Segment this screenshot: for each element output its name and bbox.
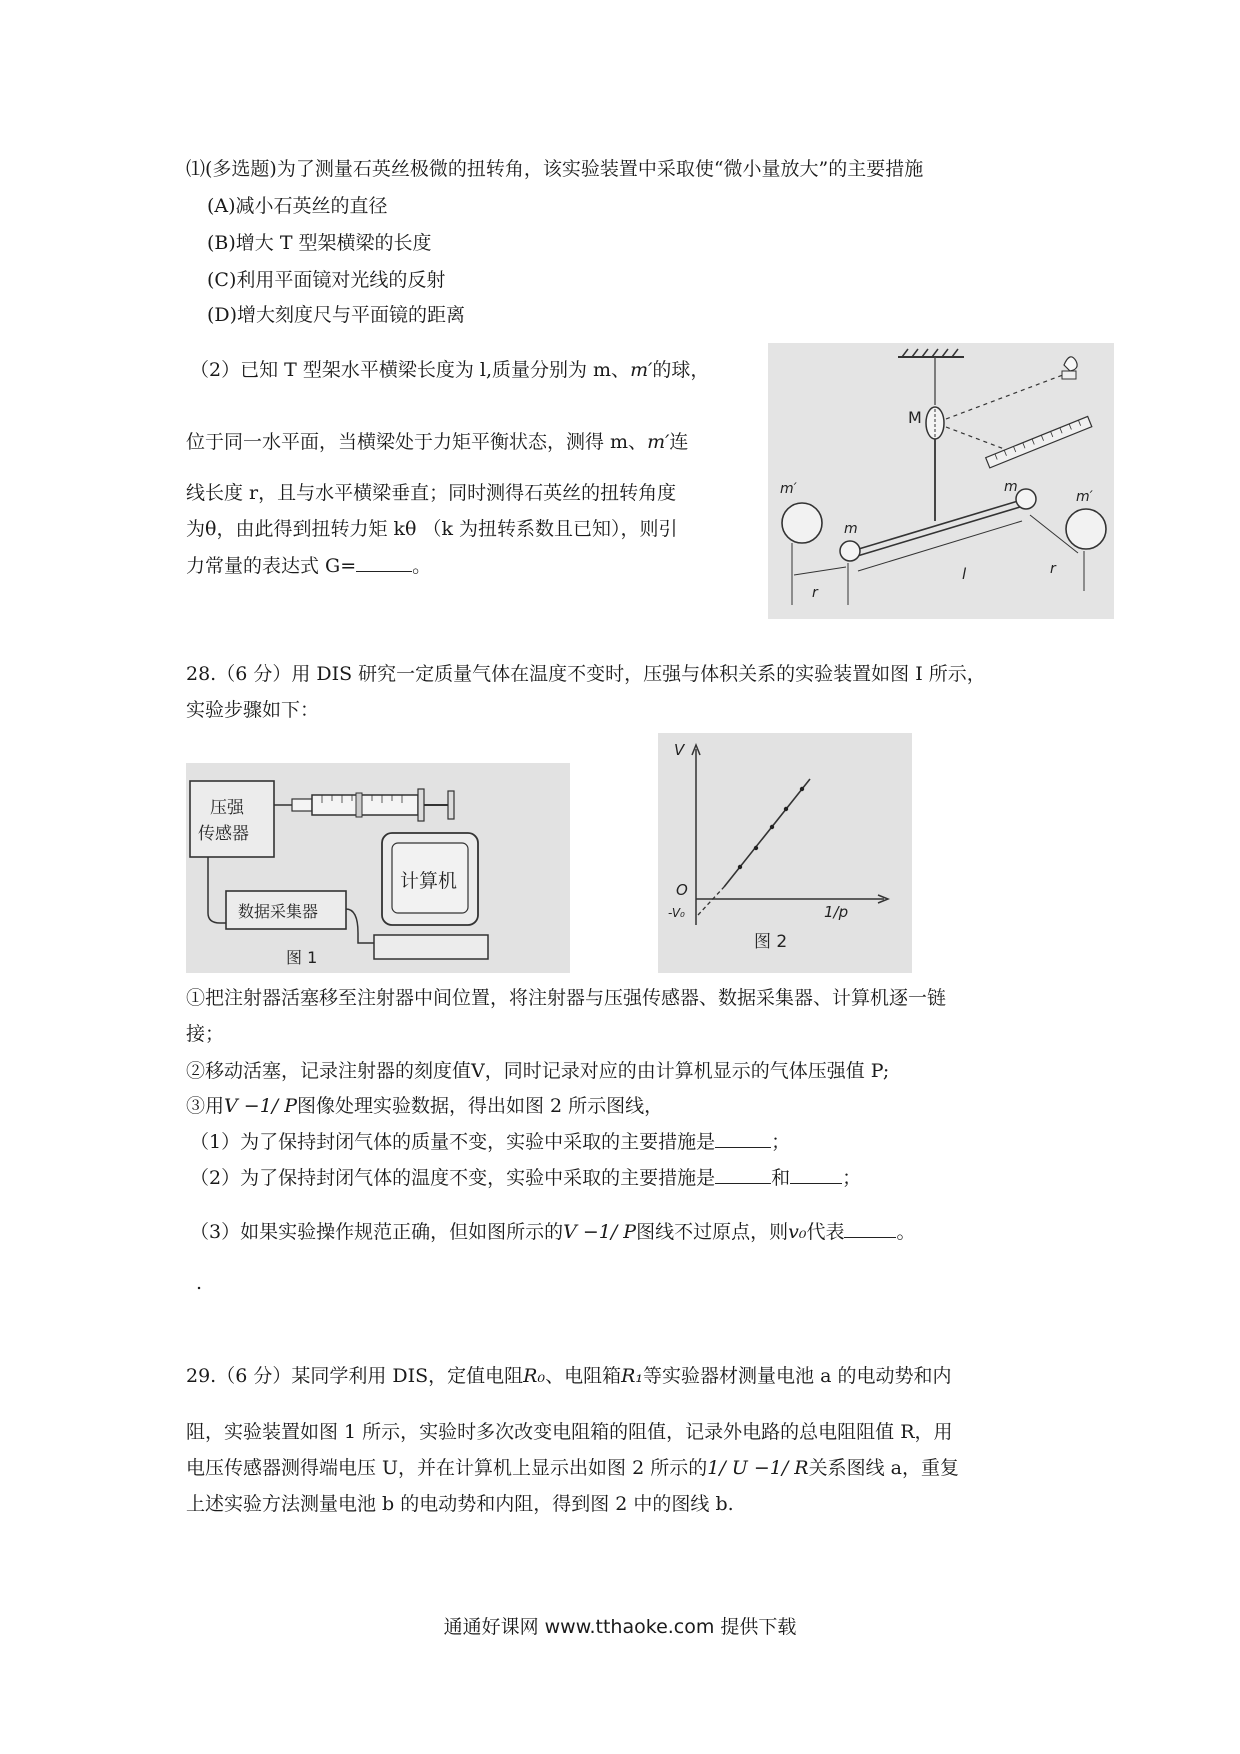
q29-line3-end: 关系图线 a，重复	[808, 1457, 959, 1479]
q27-part2-line2-text: 位于同一水平面，当横梁处于力矩平衡状态，测得 m、	[186, 431, 648, 453]
stray-dot: .	[196, 1272, 203, 1294]
y-axis-label: V	[674, 741, 685, 759]
fig1-caption: 图 1	[286, 948, 318, 967]
q27-part2-line5-text: 力常量的表达式 G=	[186, 555, 357, 577]
answer-blank	[790, 1165, 842, 1184]
q28-stem-line2: 实验步骤如下：	[186, 699, 320, 721]
distance-label-r: r	[812, 585, 818, 601]
q27-part2-line2	[186, 429, 688, 455]
q29-line3-text: 电压传感器测得端电压 U，并在计算机上显示出如图 2 所示的	[186, 1457, 708, 1479]
q27-part2-line5-end: 。	[412, 555, 432, 577]
footer-credit: 通通好课网 www.tthaoke.com 提供下载	[443, 1616, 797, 1638]
fig2-caption: 图 2	[754, 932, 788, 952]
q27-option-c: (C)利用平面镜对光线的反射	[207, 269, 446, 291]
q28-sub3	[190, 1219, 916, 1245]
q27-option-d: (D)增大刻度尺与平面镜的距离	[207, 304, 466, 326]
q29-line1-text: 29.（6 分）某同学利用 DIS，定值电阻	[186, 1365, 524, 1387]
collector-label: 数据采集器	[238, 902, 319, 921]
r0-symbol: R₀	[523, 1365, 546, 1387]
q28-sub2	[190, 1165, 861, 1191]
v-p-expression: V −1/ P	[563, 1221, 637, 1243]
q28-step3-text-end: 图像处理实验数据，得出如图 2 所示图线，	[297, 1095, 664, 1117]
q28-step1-line1: ①把注射器活塞移至注射器中间位置，将注射器与压强传感器、数据采集器、计算机逐一链	[186, 987, 947, 1009]
v-p-expression: V −1/ P	[224, 1095, 298, 1117]
m-prime-symbol: m′	[647, 431, 670, 453]
large-mass-label: m′	[780, 481, 797, 497]
answer-blank	[715, 1129, 771, 1148]
answer-blank	[356, 553, 412, 572]
sensor-label-2: 传感器	[198, 824, 249, 844]
q29-line3	[186, 1455, 959, 1481]
q28-sub3-end: 。	[896, 1221, 916, 1243]
v0-symbol: v₀	[788, 1221, 807, 1243]
q28-sub1	[190, 1129, 790, 1155]
q27-option-a: (A)减小石英丝的直径	[207, 195, 388, 217]
q29-line1-text-3: 等实验器材测量电池 a 的电动势和内	[643, 1365, 952, 1387]
x-axis-label: 1/p	[824, 903, 849, 921]
q29-line2: 阻，实验装置如图 1 所示，实验时多次改变电阻箱的阻值，记录外电路的总电阻阻值 R，用	[186, 1421, 953, 1443]
m-prime-symbol: m′	[630, 359, 653, 381]
q27-part2-line5	[186, 553, 431, 579]
q28-sub3-text: （3）如果实验操作规范正确，但如图所示的	[190, 1221, 564, 1243]
q28-sub2-text: （2）为了保持封闭气体的温度不变，实验中采取的主要措施是	[190, 1167, 716, 1189]
q27-part1-stem: ⑴(多选题)为了测量石英丝极微的扭转角，该实验装置中采取使“微小量放大”的主要措施	[186, 158, 924, 180]
answer-blank	[715, 1165, 771, 1184]
u-r-expression: 1/ U −1/ R	[707, 1457, 809, 1479]
q27-part2-line2-end: 连	[669, 431, 689, 453]
q29-line1	[186, 1363, 951, 1389]
q27-part2-line1	[190, 357, 709, 383]
torsion-balance-figure	[768, 343, 1114, 619]
large-mass-label: m′	[1076, 489, 1093, 505]
length-label-l: l	[962, 565, 967, 583]
answer-blank	[844, 1219, 896, 1238]
q28-step3-text: ③用	[186, 1095, 225, 1117]
q28-step3	[186, 1093, 663, 1119]
q28-sub1-text: （1）为了保持封闭气体的质量不变，实验中采取的主要措施是	[190, 1131, 716, 1153]
sensor-label-1: 压强	[210, 798, 244, 818]
q27-part2-line4: 为θ，由此得到扭转力矩 kθ （k 为扭转系数且已知），则引	[186, 518, 678, 540]
r1-symbol: R₁	[621, 1365, 644, 1387]
q27-part2-line1-text: （2）已知 T 型架水平横梁长度为 l,质量分别为 m、	[190, 359, 631, 381]
mirror-label-M: M	[908, 408, 922, 427]
q28-step2: ②移动活塞，记录注射器的刻度值V，同时记录对应的由计算机显示的气体压强值 P;	[186, 1060, 890, 1082]
q29-line4: 上述实验方法测量电池 b 的电动势和内阻，得到图 2 中的图线 b.	[186, 1493, 734, 1515]
q28-step1-line2: 接；	[186, 1023, 225, 1045]
small-mass-label: m	[1004, 479, 1018, 495]
origin-label: O	[676, 881, 688, 899]
distance-label-r: r	[1050, 561, 1056, 577]
q28-sub1-end: ；	[771, 1131, 791, 1153]
q27-part2-line3: 线长度 r，且与水平横梁垂直；同时测得石英丝的扭转角度	[186, 482, 677, 504]
graph-figure-2	[658, 733, 912, 973]
q28-sub3-text-2: 图线不过原点，则	[636, 1221, 789, 1243]
q27-option-b: (B)增大 T 型架横梁的长度	[207, 232, 432, 254]
intercept-label: -V₀	[668, 906, 685, 920]
apparatus-figure-1	[186, 763, 570, 973]
q28-sub2-end: ；	[842, 1167, 862, 1189]
q27-part2-line1-end: 的球，	[652, 359, 710, 381]
q28-stem-line1: 28.（6 分）用 DIS 研究一定质量气体在温度不变时，压强与体积关系的实验装置如图 I 所示，	[186, 663, 986, 685]
computer-label: 计算机	[400, 870, 458, 892]
q28-sub2-and: 和	[771, 1167, 791, 1189]
small-mass-label: m	[844, 521, 858, 537]
q28-sub3-text-3: 代表	[806, 1221, 845, 1243]
q29-line1-text-2: 、电阻箱	[545, 1365, 622, 1387]
